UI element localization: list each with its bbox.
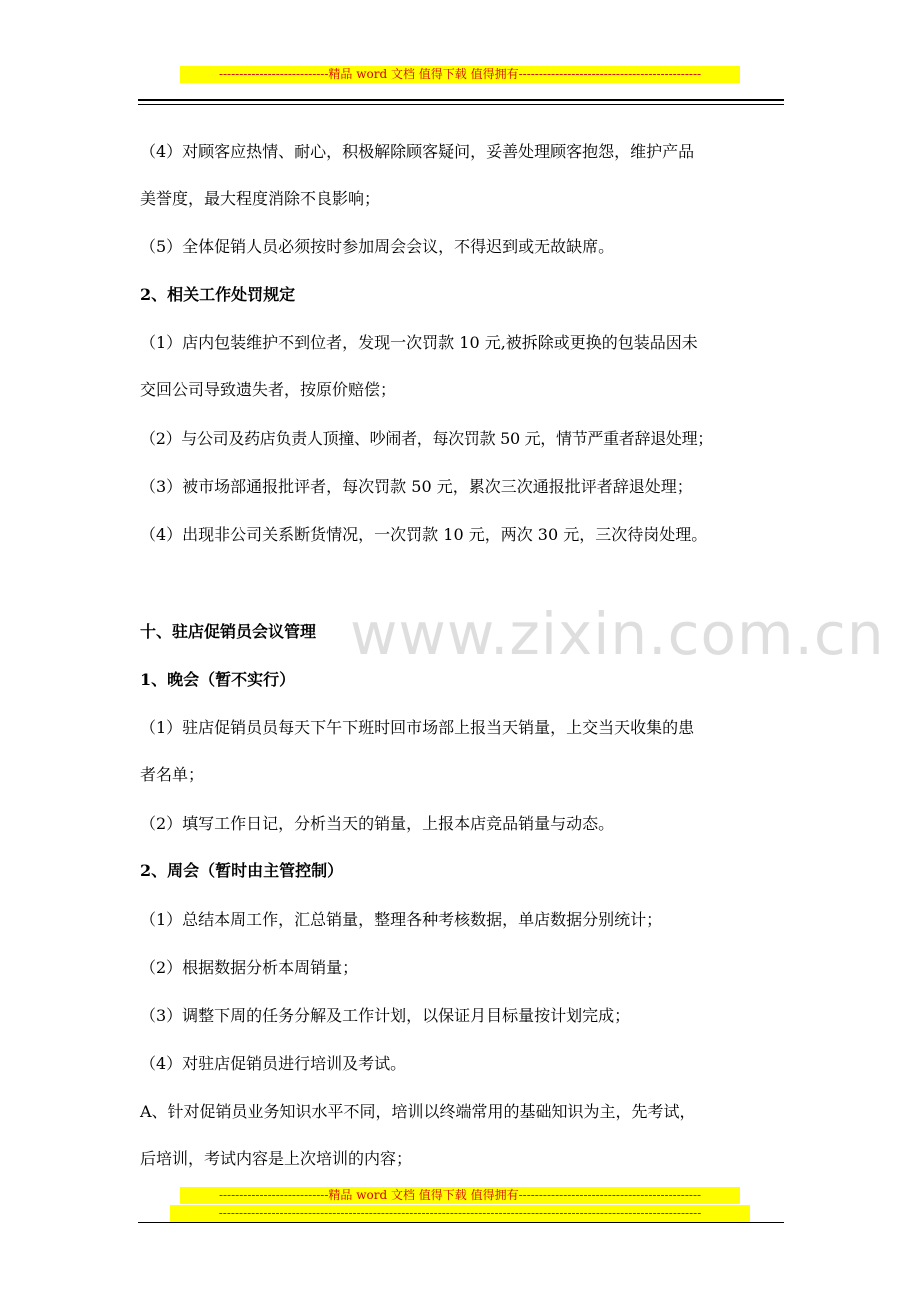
paragraph: （1）驻店促销员员每天下午下班时回市场部上报当天销量，上交当天收集的患 [140, 718, 695, 737]
watermark: www.zixin.com.cn [350, 600, 885, 668]
footer-banner: ---------------------------精品 word 文档 值得下载 值得拥有--------------------------------------------- [180, 1187, 740, 1204]
footer-dashes: ----------------------------------------------------------------------------------------------------------------------- [170, 1205, 750, 1222]
footer-rule [138, 1222, 784, 1223]
section-heading: 2、相关工作处罚规定 [140, 285, 296, 304]
paragraph: 者名单； [140, 765, 205, 784]
paragraph: （4）出现非公司关系断货情况，一次罚款 10 元，两次 30 元，三次待岗处理。 [140, 525, 708, 544]
header-rule-thick [138, 99, 784, 101]
paragraph: 交回公司导致遗失者，按原价赔偿； [140, 380, 397, 399]
paragraph: （4）对顾客应热情、耐心，积极解除顾客疑问，妥善处理顾客抱怨，维护产品 [140, 142, 695, 161]
paragraph: 后培训，考试内容是上次培训的内容； [140, 1149, 413, 1168]
paragraph: （4）对驻店促销员进行培训及考试。 [140, 1054, 407, 1073]
paragraph: 美誉度，最大程度消除不良影响； [140, 189, 381, 208]
header-rule-thin [138, 104, 784, 105]
paragraph: （2）填写工作日记，分析当天的销量，上报本店竞品销量与动态。 [140, 814, 615, 833]
paragraph: （2）根据数据分析本周销量； [140, 958, 359, 977]
paragraph: （1）总结本周工作，汇总销量，整理各种考核数据，单店数据分别统计； [140, 910, 663, 929]
paragraph: A、针对促销员业务知识水平不同，培训以终端常用的基础知识为主，先考试， [140, 1102, 696, 1121]
section-heading: 2、周会（暂时由主管控制） [140, 861, 344, 880]
chapter-heading: 十、驻店促销员会议管理 [140, 622, 317, 641]
paragraph: （2）与公司及药店负责人顶撞、吵闹者，每次罚款 50 元，情节严重者辞退处理； [140, 429, 714, 448]
paragraph: （1）店内包装维护不到位者，发现一次罚款 10 元,被拆除或更换的包装品因未 [140, 333, 698, 352]
paragraph: （3）调整下周的任务分解及工作计划，以保证月目标量按计划完成； [140, 1006, 631, 1025]
header-banner: ---------------------------精品 word 文档 值得下载 值得拥有--------------------------------------------- [180, 66, 740, 83]
paragraph: （3）被市场部通报批评者，每次罚款 50 元，累次三次通报批评者辞退处理； [140, 477, 693, 496]
paragraph: （5）全体促销人员必须按时参加周会会议，不得迟到或无故缺席。 [140, 237, 615, 256]
section-heading: 1、晚会（暂不实行） [140, 670, 296, 689]
